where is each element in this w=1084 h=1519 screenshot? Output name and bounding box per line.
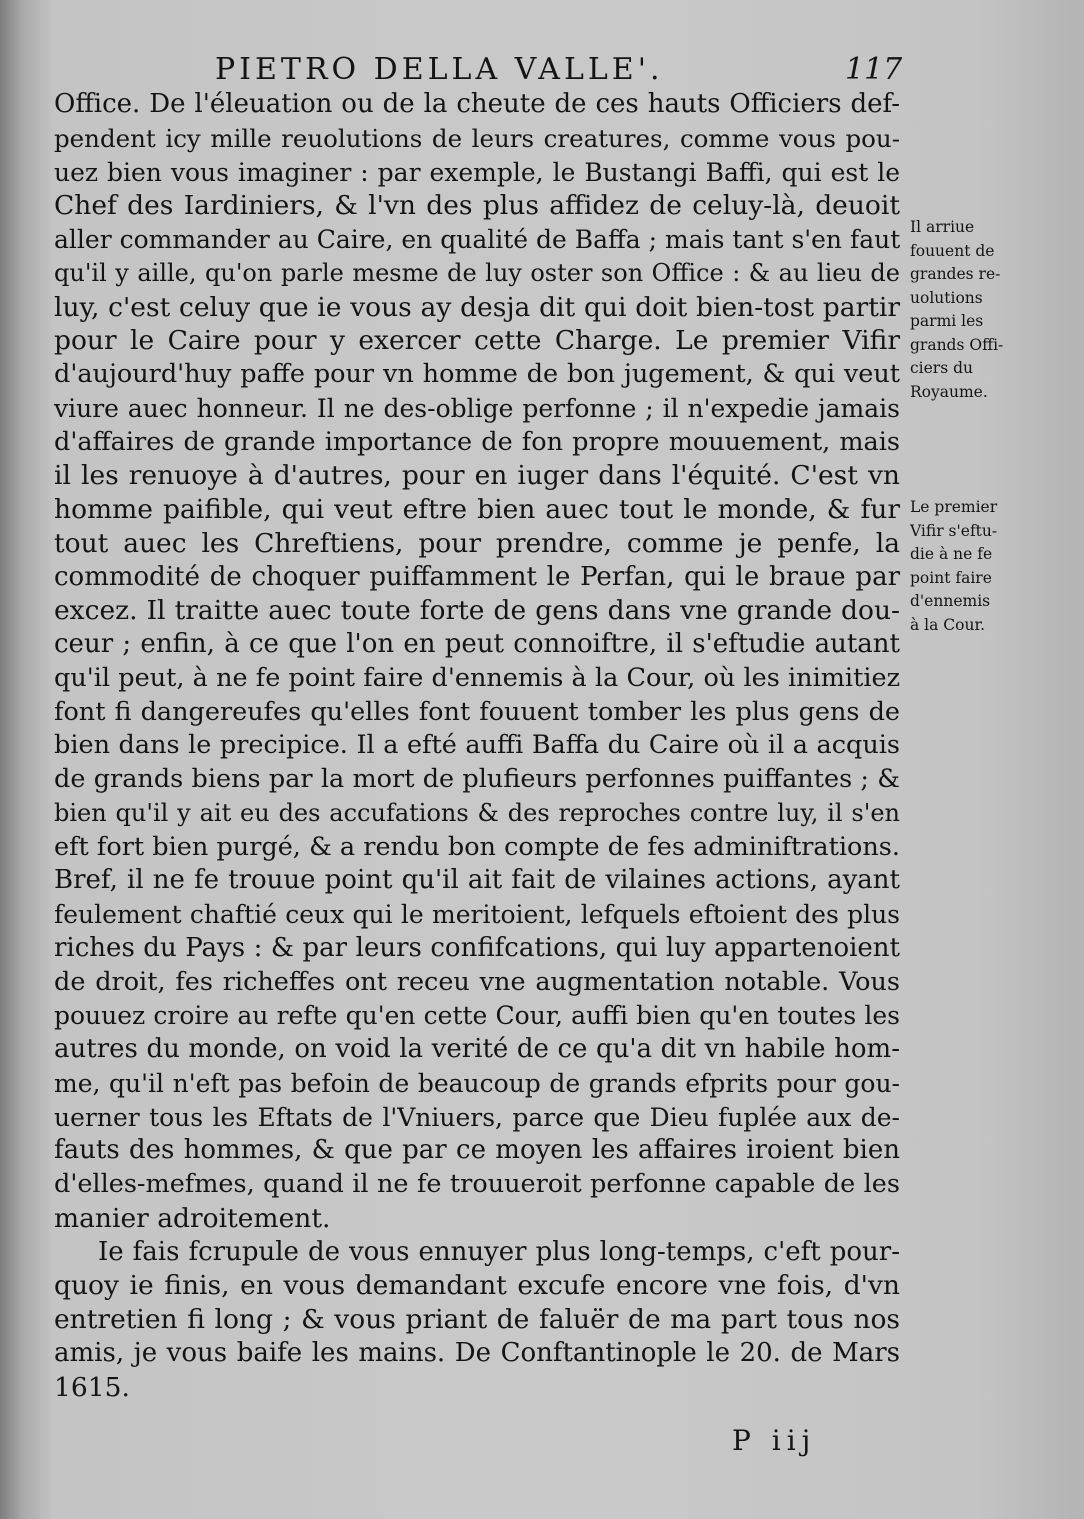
text-line: Chef des Iardiniers, & l'vn des plus affidez de celuy-là, deuoit (54, 190, 900, 222)
text-line: autres du monde, on void la verité de ce qu'a dit vn habile hom- (54, 1034, 900, 1064)
marginal-note-line: ciers du (910, 359, 974, 377)
text-line: tout auec les Chreftiens, pour prendre, comme je penfe, la (54, 527, 900, 559)
text-line: ceur ; enfin, à ce que l'on en peut connoiftre, il s'eftudie autant (54, 629, 900, 659)
text-line: uez bien vous imaginer : par exemple, le Bustangi Baffi, qui est le (54, 157, 900, 187)
text-line: d'affaires de grande importance de fon propre mouuement, mais (54, 426, 900, 457)
text-line: d'elles-mefmes, quand il ne fe trouueroit perfonne capable de les (54, 1169, 900, 1199)
marginal-note-line: parmi les (910, 312, 984, 330)
text-line: Bref, il ne fe trouue point qu'il ait fait de vilaines actions, ayant (54, 865, 900, 896)
marginal-note-line: Il arriue (910, 218, 975, 236)
marginal-note-line: à la Cour. (910, 615, 986, 634)
text-line: eft fort bien purgé, & a rendu bon compte de fes adminiftrations. (54, 831, 900, 862)
marginal-note-line: Vifir s'eftu- (910, 521, 998, 540)
marginal-note-line: Le premier (910, 498, 998, 516)
marginal-note-line: uolutions (910, 288, 983, 307)
text-line: de grands biens par la mort de plufieurs perfonnes puiffantes ; & (54, 764, 900, 794)
text-line: excez. Il traitte auec toute forte de gens dans vne grande dou- (54, 595, 900, 627)
text-line: me, qu'il n'eft pas befoin de beaucoup de grands efprits pour gou- (54, 1068, 900, 1098)
text-line: aller commander au Caire, en qualité de Baffa ; mais tant s'en faut (54, 225, 901, 254)
page-number: 117 (845, 52, 903, 87)
marginal-note-line: grands Offi- (910, 335, 1004, 354)
text-line: Office. De l'éleuation ou de la cheute de ces hauts Officiers def- (54, 89, 900, 119)
signature-mark: P iij (732, 1424, 817, 1457)
text-line: pendent icy mille reuolutions de leurs creatures, comme vous pou- (54, 123, 900, 153)
marginal-note-line: grandes re- (910, 265, 1001, 283)
text-line: de droit, fes richeffes ont receu vne augmentation notable. Vous (54, 966, 900, 997)
text-line: riches du Pays : & par leurs confifcations, qui luy appartenoient (54, 932, 900, 963)
text-line: quoy ie finis, en vous demandant excufe encore vne fois, d'vn (54, 1270, 900, 1302)
text-line: feulement chaftié ceux qui le meritoient, lefquels eftoient des plus (54, 900, 900, 929)
text-line: manier adroitement. (54, 1202, 331, 1234)
running-head: PIETRO DELLA VALLE'. (215, 52, 664, 87)
text-line: pouuez croire au refte qu'en cette Cour, auffi bien qu'en toutes les (54, 1001, 900, 1031)
text-line: d'aujourd'huy paffe pour vn homme de bon jugement, & qui veut (54, 359, 900, 389)
text-line: il les renuoye à d'autres, pour en iuger dans l'équité. C'est vn (54, 460, 900, 492)
marginal-note-line: die à ne fe (910, 545, 993, 563)
marginal-note-line: d'ennemis (910, 592, 991, 610)
text-line: homme paifible, qui veut eftre bien auec tout le monde, & fur (54, 494, 900, 525)
text-line: bien qu'il y ait eu des accufations & des reproches contre luy, il s'en (54, 798, 900, 827)
marginal-note-line: fouuent de (910, 241, 995, 260)
text-line: viure auec honneur. Il ne des-oblige perfonne ; il n'expedie jamais (54, 393, 900, 423)
text-line: qu'il y aille, qu'on parle mesme de luy oster son Office : & au lieu de (54, 258, 900, 287)
text-line: fauts des hommes, & que par ce moyen les affaires iroient bien (54, 1135, 900, 1166)
text-line: pour le Caire pour y exercer cette Charge. Le premier Vifir (54, 325, 900, 357)
main-text (54, 88, 900, 1404)
marginal-note (910, 216, 1014, 404)
text-line: entretien fi long ; & vous priant de faluër de ma part tous nos (54, 1304, 900, 1335)
marginal-note (910, 496, 1014, 637)
text-line: luy, c'est celuy que ie vous ay desja dit qui doit bien-tost partir (54, 291, 900, 323)
text-line: font fi dangereufes qu'elles font fouuent tomber les plus gens de (54, 696, 900, 727)
text-line: Ie fais fcrupule de vous ennuyer plus long-temps, c'eft pour- (98, 1236, 900, 1267)
marginal-note-line: Royaume. (910, 382, 988, 401)
text-line: bien dans le precipice. Il a efté auffi Baffa du Caire où il a acquis (54, 730, 900, 761)
text-line: uerner tous les Eftats de l'Vniuers, parce que Dieu fuplée aux de- (54, 1102, 900, 1132)
text-line: 1615. (54, 1371, 130, 1403)
text-line: amis, je vous baife les mains. De Conftantinople le 20. de Mars (54, 1337, 900, 1368)
marginal-note-line: point faire (910, 568, 992, 587)
text-line: commodité de choquer puiffamment le Perfan, qui le braue par (54, 561, 900, 592)
text-line: qu'il peut, à ne fe point faire d'ennemis à la Cour, où les inimitiez (54, 662, 900, 693)
